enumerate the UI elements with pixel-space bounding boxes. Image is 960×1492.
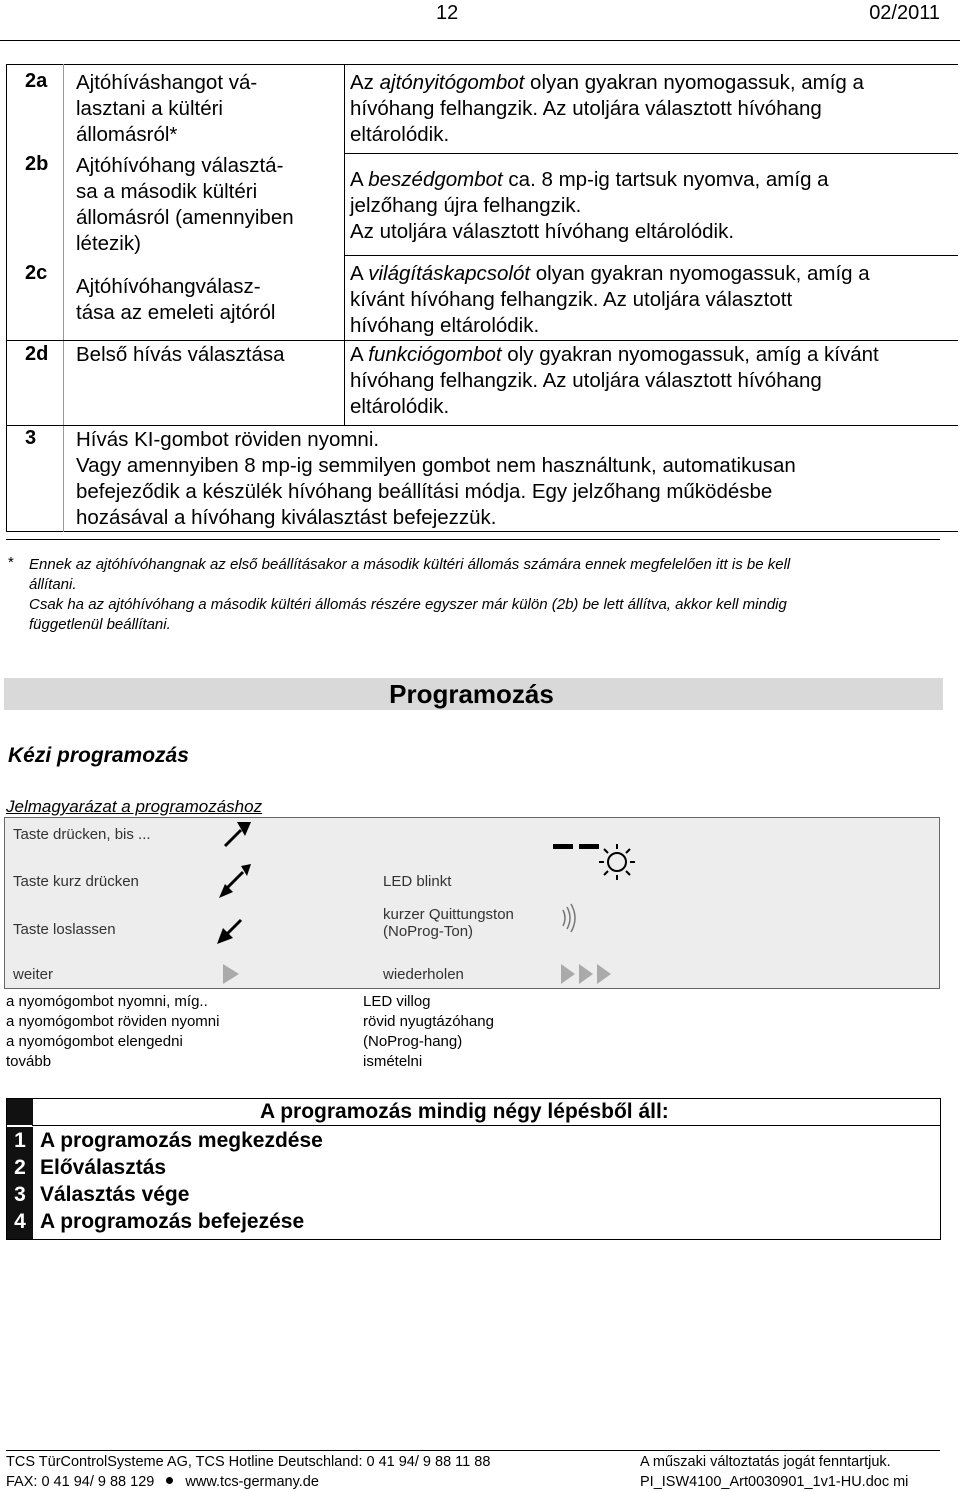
table-column-divider: [63, 64, 64, 532]
footnote-marker: *: [8, 554, 14, 571]
row-separator: [7, 425, 958, 426]
page-number: 12: [436, 2, 459, 24]
row-instruction: Hívás KI-gombot röviden nyomni. Vagy amennyiben 8 mp-ig semmilyen gombot nem használtunk, automatikusan befejeződik a készülék hívóhang beállítási módja. Egy jelzőhang működésbe hozásával a hívóhang kiválasztást befejezzük.: [76, 428, 796, 529]
row-label: Belső hívás választása: [76, 343, 285, 366]
sound-icon: [563, 904, 575, 932]
row-label: Ajtóhívóhang választá- sa a második kültéri állomásról (amennyiben létezik): [76, 154, 294, 255]
row-label: Ajtóhíváshangot vá- lasztani a kültéri állomásról*: [76, 71, 258, 146]
row-instruction: Az ajtónyitógombot olyan gyakran nyomogassuk, amíg a hívóhang felhangzik. Az utoljára választott hívóhang eltárolódik.: [350, 71, 864, 146]
arrow-icons: [215, 818, 265, 990]
header-rule: [0, 40, 960, 41]
footnote-text: Ennek az ajtóhívóhangnak az első beállításakor a második kültéri állomás számára ennek megfelelően itt is be kell állítani. Csak ha az ajtóhívóhang a második kültéri állomás részére egyszer már külön (2b) be lett állítva, akkor kell mindig függetlenül beállítani.: [29, 556, 791, 633]
step-number: 1: [14, 1129, 26, 1152]
legend-label: wiederholen: [383, 966, 464, 983]
legend-label: Taste drücken, bis ...: [13, 826, 151, 843]
step-labels: [40, 1127, 323, 1235]
website-link[interactable]: www.tcs-germany.de: [185, 1474, 319, 1490]
step-label: A programozás megkezdése: [40, 1129, 323, 1152]
legend-label: Taste loslassen: [13, 921, 116, 938]
section-title: Programozás: [389, 679, 554, 709]
steps-title: A programozás mindig négy lépésből áll:: [260, 1100, 669, 1123]
footer-disclaimer: A műszaki változtatás jogát fenntartjuk.: [640, 1454, 891, 1470]
legend-label: kurzer Quittungston: [383, 906, 514, 923]
row-separator: [345, 153, 958, 154]
legend-image: [4, 817, 940, 989]
arrow-release-icon: [217, 920, 241, 944]
footer-filename: PI_ISW4100_Art0030901_1v1-HU.doc mi: [640, 1474, 909, 1490]
row-label: Ajtóhívóhangválasz- tása az emeleti ajtóról: [76, 275, 276, 324]
step-label: Választás vége: [40, 1183, 190, 1206]
footer-rule: [6, 1450, 940, 1451]
step-number: 3: [14, 1183, 26, 1206]
row-id: 2b: [25, 153, 49, 175]
step-label: A programozás befejezése: [40, 1210, 305, 1233]
arrow-short-press-icon: [219, 864, 251, 898]
play-icon: [223, 964, 239, 984]
legend-label: LED blinkt: [383, 873, 452, 890]
legend-heading: Jelmagyarázat a programozáshoz: [6, 797, 263, 816]
row-instruction: A világításkapcsolót olyan gyakran nyomogassuk, amíg a kívánt hívóhang felhangzik. Az utoljára választott hívóhang eltárolódik.: [350, 262, 870, 337]
row-instruction: A beszédgombot ca. 8 mp-ig tartsuk nyomva, amíg a jelzőhang újra felhangzik. Az utoljára választott hívóhang eltárolódik.: [350, 168, 829, 243]
repeat-icon: [561, 964, 611, 984]
led-blink-icon: [553, 844, 635, 880]
row-instruction: A funkciógombot oly gyakran nyomogassuk, amíg a kívánt hívóhang felhangzik. Az utoljára választott hívóhang eltárolódik.: [350, 343, 879, 418]
footer-contact: FAX: 0 41 94/ 9 88 129 www.tcs-germany.de: [6, 1474, 319, 1490]
step-number: 2: [14, 1156, 26, 1179]
step-numbers: [7, 1127, 33, 1239]
steps-corner: [7, 1099, 33, 1125]
bullet-icon: [166, 1477, 173, 1484]
row-id: 2a: [25, 70, 48, 92]
legend-captions-right: LED villog rövid nyugtázóhang (NoProg-hang) ismételni: [363, 993, 494, 1070]
footer-hotline: TCS TürControlSysteme AG, TCS Hotline Deutschland: 0 41 94/ 9 88 11 88: [6, 1454, 491, 1470]
row-id: 2d: [25, 343, 49, 365]
row-id: 2c: [25, 262, 48, 284]
legend-captions-left: a nyomógombot nyomni, míg.. a nyomógombot röviden nyomni a nyomógombot elengedni tovább: [6, 993, 220, 1070]
row-separator: [7, 340, 958, 341]
legend-label: weiter: [13, 966, 54, 983]
row-separator: [345, 255, 958, 256]
subsection-title: Kézi programozás: [8, 744, 189, 767]
arrow-press-icon: [225, 822, 251, 846]
table-middle-divider: [344, 64, 345, 425]
step-label: Előválasztás: [40, 1156, 167, 1179]
step-number: 4: [14, 1210, 26, 1233]
legend-symbols: [545, 818, 655, 990]
footnote-rule: [6, 539, 940, 540]
legend-label: (NoProg-Ton): [383, 923, 474, 940]
document-date: 02/2011: [869, 2, 940, 24]
legend-label: Taste kurz drücken: [13, 873, 139, 890]
row-id: 3: [25, 427, 37, 449]
